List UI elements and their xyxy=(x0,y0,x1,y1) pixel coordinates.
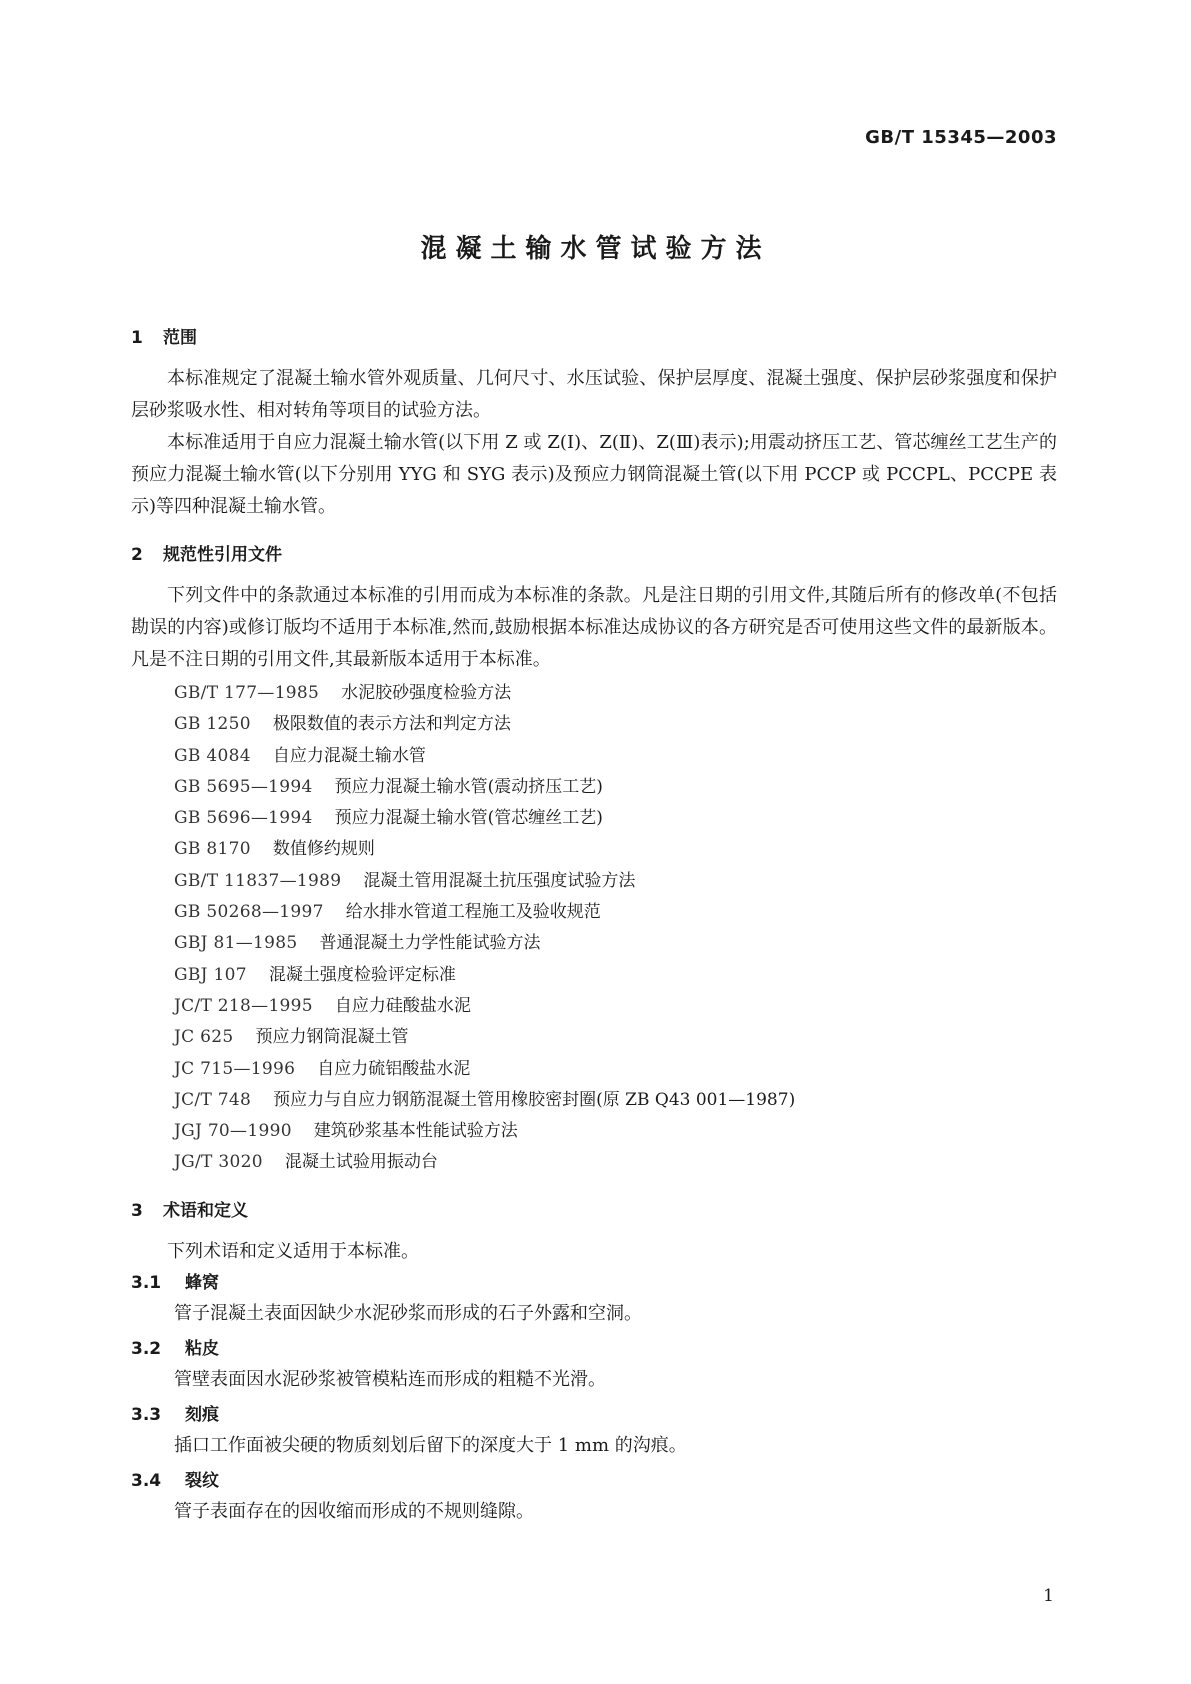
reference-list xyxy=(131,678,1057,1179)
reference-title: 预应力混凝土输水管(管芯缠丝工艺) xyxy=(334,808,603,829)
reference-code: JGJ 70—1990 xyxy=(174,1121,292,1142)
reference-title: 建筑砂浆基本性能试验方法 xyxy=(313,1121,518,1142)
reference-title: 混凝土强度检验评定标准 xyxy=(268,964,456,985)
reference-code: GBJ 81—1985 xyxy=(174,933,298,954)
section-number: 2 xyxy=(131,545,143,565)
reference-code: GB/T 11837—1989 xyxy=(174,870,342,891)
term-definition: 插口工作面被尖硬的物质刻划后留下的深度大于 1 mm 的沟痕。 xyxy=(174,1434,687,1456)
section-heading-terms xyxy=(131,1196,1057,1226)
reference-item xyxy=(131,897,1057,928)
reference-item xyxy=(131,866,1057,897)
reference-item xyxy=(131,960,1057,991)
term-number: 3.2 xyxy=(131,1338,162,1359)
section-title: 范围 xyxy=(163,328,197,348)
section-title: 规范性引用文件 xyxy=(163,545,282,565)
section-number: 1 xyxy=(131,328,143,348)
section-heading-references xyxy=(131,540,1057,570)
scope-paragraph-1: 本标准规定了混凝土输水管外观质量、几何尺寸、水压试验、保护层厚度、混凝土强度、保护层砂浆强度和保护层砂浆吸水性、相对转角等项目的试验方法。 xyxy=(131,368,1057,421)
reference-item xyxy=(131,1147,1057,1178)
term-heading xyxy=(131,1400,1057,1430)
reference-code: GB 5695—1994 xyxy=(174,776,313,797)
reference-title: 数值修约规则 xyxy=(272,839,375,860)
reference-item xyxy=(131,772,1057,803)
reference-item xyxy=(131,741,1057,772)
term-number: 3.4 xyxy=(131,1470,162,1491)
references-intro: 下列文件中的条款通过本标准的引用而成为本标准的条款。凡是注日期的引用文件,其随后所有的修改单(不包括勘误的内容)或修订版均不适用于本标准,然而,鼓励根据本标准达成协议的各方研究是否可使用这些文件的最新版本。凡是不注日期的引用文件,其最新版本适用于本标准。 xyxy=(131,585,1057,670)
scope-paragraph-2: 本标准适用于自应力混凝土输水管(以下用 Z 或 Z(Ⅰ)、Z(Ⅱ)、Z(Ⅲ)表示);用震动挤压工艺、管芯缠丝工艺生产的预应力混凝土输水管(以下分别用 YYG 和 SYG 表示)及预应力钢筒混凝土管(以下用 PCCP 或 PCCPL、PCCPE 表示)等四种混凝土输水管。 xyxy=(131,432,1057,517)
term-heading xyxy=(131,1268,1057,1298)
reference-code: JC 715—1996 xyxy=(174,1058,296,1079)
reference-code: GB 4084 xyxy=(174,745,251,766)
reference-code: GBJ 107 xyxy=(174,964,247,985)
reference-title: 预应力混凝土输水管(震动挤压工艺) xyxy=(334,776,603,797)
reference-code: JC/T 218—1995 xyxy=(174,995,313,1016)
reference-code: GB 1250 xyxy=(174,714,251,735)
reference-code: GB/T 177—1985 xyxy=(174,683,320,703)
reference-item xyxy=(131,803,1057,834)
reference-code: GB 50268—1997 xyxy=(174,902,324,923)
reference-code: GB 5696—1994 xyxy=(174,808,313,829)
reference-item xyxy=(131,834,1057,865)
reference-title: 混凝土试验用振动台 xyxy=(284,1152,438,1173)
reference-item xyxy=(131,1085,1057,1116)
reference-title: 普通混凝土力学性能试验方法 xyxy=(319,933,541,954)
section-title: 术语和定义 xyxy=(163,1200,248,1221)
reference-title: 预应力与自应力钢筋混凝土管用橡胶密封圈(原 ZB Q43 001—1987) xyxy=(273,1089,796,1110)
reference-item xyxy=(131,1116,1057,1147)
reference-item xyxy=(131,709,1057,740)
reference-title: 极限数值的表示方法和判定方法 xyxy=(272,714,511,735)
term-name: 蜂窝 xyxy=(185,1272,219,1293)
reference-title: 自应力混凝土输水管 xyxy=(272,745,426,766)
term-definition: 管壁表面因水泥砂浆被管模粘连而形成的粗糙不光滑。 xyxy=(174,1368,606,1390)
reference-title: 水泥胶砂强度检验方法 xyxy=(341,683,512,703)
terms-intro: 下列术语和定义适用于本标准。 xyxy=(167,1240,419,1262)
term-number: 3.3 xyxy=(131,1404,162,1425)
term-name: 刻痕 xyxy=(185,1404,219,1425)
reference-item xyxy=(131,1054,1057,1085)
term-definition: 管子表面存在的因收缩而形成的不规则缝隙。 xyxy=(174,1500,534,1522)
reference-item xyxy=(131,928,1057,959)
reference-item xyxy=(131,678,1057,709)
reference-code: JG/T 3020 xyxy=(174,1152,263,1173)
reference-code: GB 8170 xyxy=(174,839,251,860)
term-number: 3.1 xyxy=(131,1272,162,1293)
term-heading xyxy=(131,1334,1057,1364)
reference-title: 给水排水管道工程施工及验收规范 xyxy=(345,902,601,923)
term-heading xyxy=(131,1466,1057,1496)
reference-title: 预应力钢筒混凝土管 xyxy=(255,1027,409,1048)
document-body xyxy=(131,323,1057,1532)
reference-title: 混凝土管用混凝土抗压强度试验方法 xyxy=(363,870,636,891)
reference-item xyxy=(131,991,1057,1022)
reference-code: JC 625 xyxy=(174,1027,234,1048)
reference-item xyxy=(131,1022,1057,1053)
page-number: 1 xyxy=(1043,1586,1054,1606)
standard-code: GB/T 15345—2003 xyxy=(865,127,1057,148)
reference-code: JC/T 748 xyxy=(174,1089,252,1110)
section-heading-scope xyxy=(131,323,1057,353)
section-number: 3 xyxy=(131,1200,143,1221)
page-title: 混凝土输水管试验方法 xyxy=(420,234,771,264)
term-name: 粘皮 xyxy=(185,1338,219,1359)
term-definition: 管子混凝土表面因缺少水泥砂浆而形成的石子外露和空洞。 xyxy=(174,1302,642,1324)
term-name: 裂纹 xyxy=(185,1470,219,1491)
reference-title: 自应力硅酸盐水泥 xyxy=(334,995,471,1016)
reference-title: 自应力硫铝酸盐水泥 xyxy=(317,1058,471,1079)
